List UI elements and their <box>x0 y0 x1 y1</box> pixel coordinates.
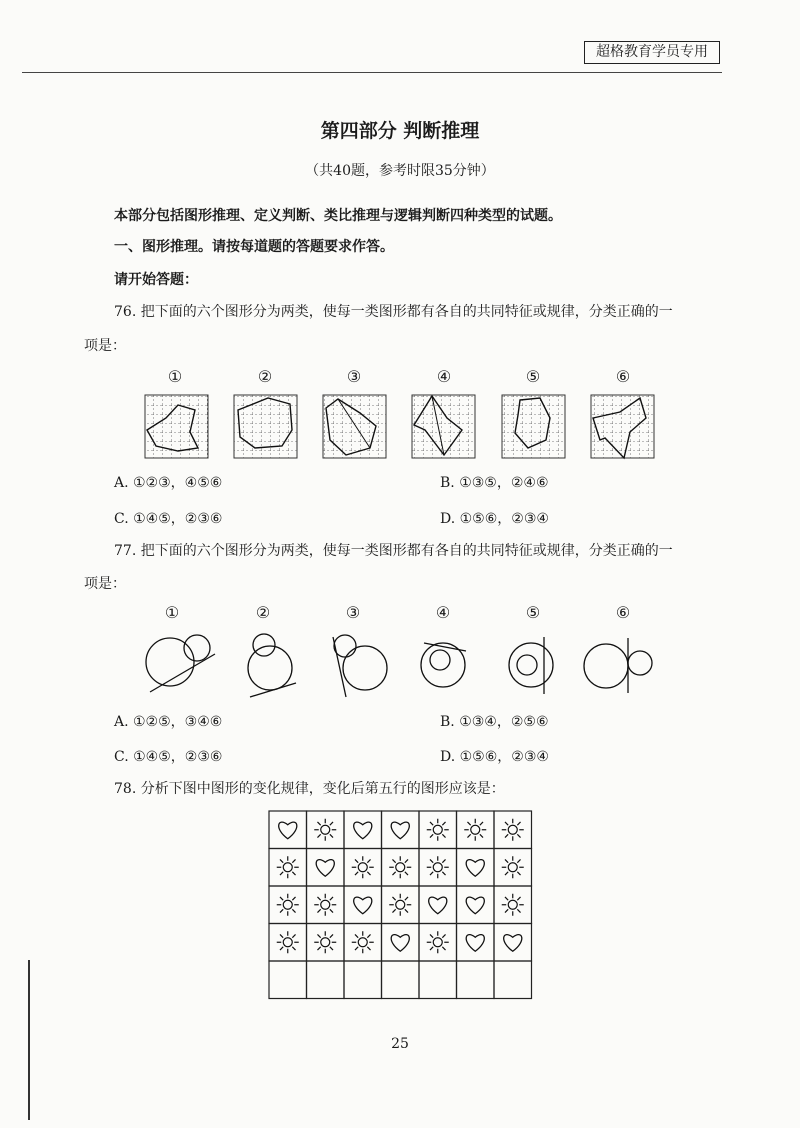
section-intro: 本部分包括图形推理、定义判断、类比推理与逻辑判断四种类型的试题。 <box>114 208 562 224</box>
sun-icon <box>502 894 524 916</box>
q78-cell <box>307 924 345 962</box>
q78-cell <box>494 811 532 849</box>
q78-cell <box>457 811 495 849</box>
q78-cell <box>269 961 307 999</box>
q78-cell <box>307 886 345 924</box>
q77-option-d: D. ①⑤⑥，②③④ <box>440 749 549 765</box>
q78-cell <box>419 886 457 924</box>
section-title: 第四部分 判断推理 <box>320 120 480 142</box>
q78-cell <box>494 886 532 924</box>
q77-stem-cont: 项是： <box>84 576 126 592</box>
sun-icon <box>464 819 486 841</box>
q77-label-4: ④ <box>435 603 451 622</box>
q77-figure-1 <box>146 635 215 692</box>
q76-label-6: ⑥ <box>615 367 631 386</box>
q78-cell <box>419 924 457 962</box>
heart-icon <box>504 935 522 952</box>
q78-cell <box>269 886 307 924</box>
q77-option-a: A. ①②⑤，③④⑥ <box>114 714 223 730</box>
q78-cell <box>344 961 382 999</box>
q78-cell <box>494 924 532 962</box>
q77-figure-2 <box>248 634 296 697</box>
q78-cell <box>344 849 382 887</box>
heart-icon <box>354 822 372 839</box>
sun-icon <box>314 931 336 953</box>
q76-option-d: D. ①⑤⑥，②③④ <box>440 511 549 527</box>
sun-icon <box>352 856 374 878</box>
q78-cell <box>419 849 457 887</box>
sun-icon <box>502 856 524 878</box>
q76-figure-3 <box>323 395 386 458</box>
q78-cell <box>457 849 495 887</box>
q78-cell <box>269 849 307 887</box>
q77-label-2: ② <box>255 603 271 622</box>
sun-icon <box>314 819 336 841</box>
q77-figure-6 <box>584 638 652 693</box>
heart-icon <box>316 860 334 877</box>
q76-figure-5 <box>502 395 565 458</box>
q76-figure-2 <box>234 395 297 458</box>
q78-cell <box>382 924 420 962</box>
q76-option-a: A. ①②③，④⑤⑥ <box>114 475 223 491</box>
q76-option-c: C. ①④⑤，②③⑥ <box>114 511 223 527</box>
q78-cell <box>307 849 345 887</box>
sun-icon <box>389 894 411 916</box>
q76-stem: 76. 把下面的六个图形分为两类，使每一类图形都有各自的共同特征或规律，分类正确的一 <box>114 304 673 320</box>
q76-label-5: ⑤ <box>525 367 541 386</box>
q78-cell <box>419 961 457 999</box>
q76-label-2: ② <box>257 367 273 386</box>
q78-cell <box>269 811 307 849</box>
usage-badge: 超格教育学员专用 <box>584 41 720 64</box>
sun-icon <box>277 894 299 916</box>
q77-figure-5 <box>509 637 553 694</box>
q76-figure-4 <box>412 395 475 458</box>
q77-label-5: ⑤ <box>525 603 541 622</box>
q77-label-1: ① <box>164 603 180 622</box>
sun-icon <box>427 931 449 953</box>
sun-icon <box>277 931 299 953</box>
q78-cell <box>494 961 532 999</box>
q78-cell <box>307 811 345 849</box>
heart-icon <box>391 935 409 952</box>
q78-cell <box>307 961 345 999</box>
q78-cell <box>494 849 532 887</box>
q78-cell <box>382 886 420 924</box>
heart-icon <box>466 897 484 914</box>
q78-cell <box>382 849 420 887</box>
q78-cell <box>457 924 495 962</box>
sun-icon <box>352 931 374 953</box>
q78-cell <box>269 924 307 962</box>
q76-stem-cont: 项是： <box>84 338 126 354</box>
q78-cell <box>382 811 420 849</box>
q78-cell <box>344 811 382 849</box>
sun-icon <box>314 894 336 916</box>
q78-cell <box>382 961 420 999</box>
heart-icon <box>429 897 447 914</box>
q76-figure-1 <box>145 395 208 458</box>
q78-figure-grid <box>268 810 532 1002</box>
q78-cell <box>419 811 457 849</box>
sun-icon <box>427 856 449 878</box>
q77-option-c: C. ①④⑤，②③⑥ <box>114 749 223 765</box>
q77-figure-3 <box>333 635 387 697</box>
part-heading: 一、图形推理。请按每道题的答题要求作答。 <box>114 239 394 255</box>
q78-cell <box>457 886 495 924</box>
sun-icon <box>389 856 411 878</box>
heart-icon <box>354 897 372 914</box>
start-instruction: 请开始答题： <box>114 272 198 288</box>
q77-label-6: ⑥ <box>615 603 631 622</box>
heart-icon <box>466 935 484 952</box>
sun-icon <box>277 856 299 878</box>
q77-option-b: B. ①③④，②⑤⑥ <box>440 714 549 730</box>
q77-stem: 77. 把下面的六个图形分为两类，使每一类图形都有各自的共同特征或规律，分类正确的一 <box>114 543 673 559</box>
heart-icon <box>279 822 297 839</box>
q76-label-4: ④ <box>436 367 452 386</box>
sun-icon <box>427 819 449 841</box>
heart-icon <box>466 860 484 877</box>
q76-label-1: ① <box>167 367 183 386</box>
q78-stem: 78. 分析下图中图形的变化规律，变化后第五行的图形应该是： <box>114 781 505 797</box>
q78-cell <box>344 886 382 924</box>
page-number: 25 <box>391 1036 409 1052</box>
q78-cell <box>457 961 495 999</box>
q77-label-3: ③ <box>345 603 361 622</box>
q77-figure-4 <box>421 643 466 687</box>
q76-label-3: ③ <box>346 367 362 386</box>
q76-option-b: B. ①③⑤，②④⑥ <box>440 475 549 491</box>
q76-figure-6 <box>591 395 654 458</box>
section-subtitle: （共40题，参考时限35分钟） <box>305 163 495 179</box>
sun-icon <box>502 819 524 841</box>
heart-icon <box>391 822 409 839</box>
q78-cell <box>344 924 382 962</box>
